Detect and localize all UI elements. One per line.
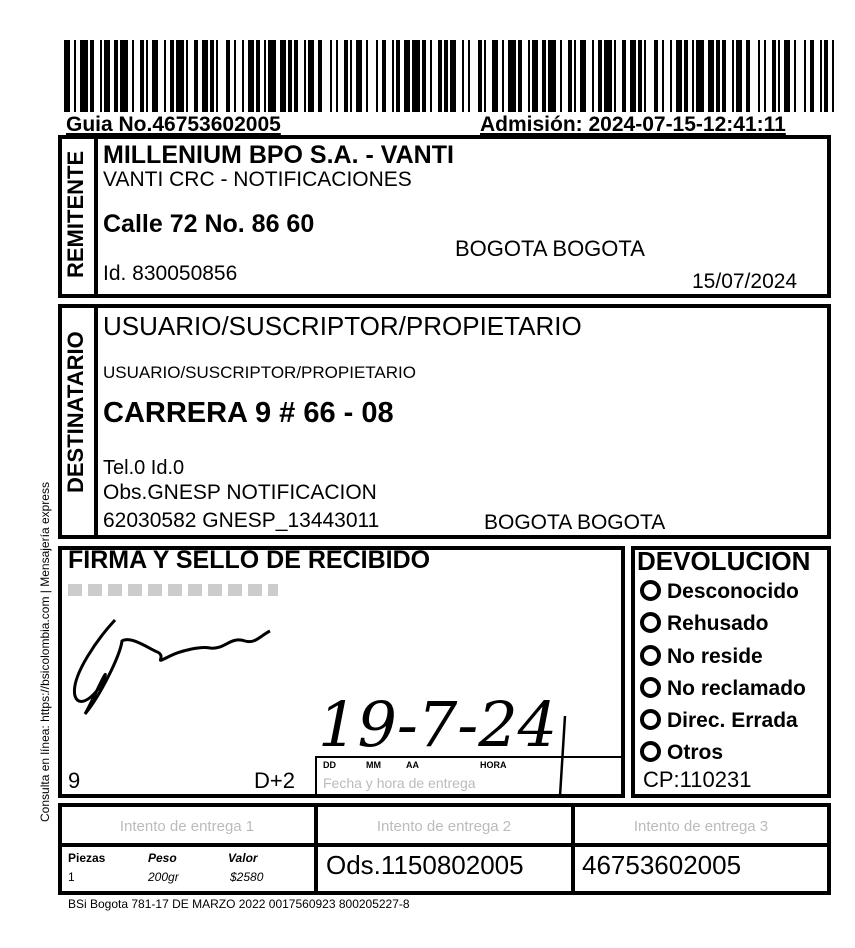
option-otros[interactable]: [640, 741, 723, 765]
destinatario-label: DESTINATARIO: [63, 331, 88, 493]
option-no-reside[interactable]: [640, 645, 763, 669]
option-label: Rehusado: [667, 612, 769, 635]
remitente-company: MILLENIUM BPO S.A. - VANTI: [103, 141, 454, 169]
devolucion-title: DEVOLUCION: [637, 546, 811, 576]
barcode-stripe: [508, 40, 516, 112]
option-label: Direc. Errada: [667, 709, 798, 732]
label-hora: HORA: [480, 760, 507, 770]
remitente-address: Calle 72 No. 86 60: [103, 210, 315, 238]
barcode-stripe: [646, 40, 654, 112]
radio-icon: [640, 709, 661, 730]
barcode-stripe: [218, 40, 226, 112]
option-desconocido[interactable]: [640, 580, 799, 604]
barcode-stripe: [796, 40, 804, 112]
option-label: No reside: [667, 645, 763, 668]
barcode-stripe: [750, 40, 758, 112]
handwritten-date: 19-7-24: [318, 688, 558, 761]
barcode-stripe: [604, 40, 612, 112]
radio-icon: [640, 741, 661, 762]
option-rehusado[interactable]: [640, 612, 769, 636]
radio-icon: [640, 677, 661, 698]
intento-2: Intento de entrega 2: [376, 818, 512, 835]
barcode-stripe: [470, 40, 478, 112]
guia-number-bottom: 46753602005: [582, 850, 742, 880]
firma-number: 9: [68, 768, 81, 793]
signature: [74, 620, 270, 714]
barcode-stripe: [268, 40, 276, 112]
destinatario-name-2: USUARIO/SUSCRIPTOR/PROPIETARIO: [103, 363, 416, 382]
divider: [94, 308, 98, 535]
remitente-label: REMITENTE: [63, 150, 88, 278]
faint-name-line: [68, 584, 278, 596]
destinatario-name: USUARIO/SUSCRIPTOR/PROPIETARIO: [103, 311, 582, 341]
piezas-value: 1: [68, 870, 75, 884]
barcode-stripe: [80, 40, 88, 112]
destinatario-obs: Obs.GNESP NOTIFICACION: [103, 481, 377, 504]
divider: [571, 803, 575, 895]
intento-1: Intento de entrega 1: [119, 818, 255, 835]
barcode-stripe: [176, 40, 184, 112]
option-label: Otros: [667, 741, 724, 764]
valor-value: $2580: [230, 870, 264, 884]
barcode-stripe: [368, 40, 376, 112]
barcode-stripe: [322, 40, 330, 112]
divider: [58, 843, 831, 847]
destinatario-tel: Tel.0 Id.0: [103, 457, 185, 479]
remitente-date: 15/07/2024: [692, 270, 798, 293]
firma-dplus: D+2: [254, 768, 295, 793]
guia-number: Guia No.46753602005: [66, 113, 281, 136]
remitente-dept: VANTI CRC - NOTIFICACIONES: [103, 168, 412, 191]
admision-datetime: Admisión: 2024-07-15-12:41:11: [480, 113, 786, 136]
option-no-reclamado[interactable]: [640, 677, 806, 701]
vertical-note: Consulta en línea: https://bsicolombia.com | Mensajería express: [38, 482, 52, 822]
destinatario-city: BOGOTA BOGOTA: [484, 511, 666, 534]
option-label: No reclamado: [667, 677, 806, 700]
barcode-stripe: [412, 40, 420, 112]
remitente-city: BOGOTA BOGOTA: [455, 236, 645, 261]
barcode-stripe: [120, 40, 128, 112]
firma-title: FIRMA Y SELLO DE RECIBIDO: [68, 546, 431, 574]
intento-3: Intento de entrega 3: [633, 818, 769, 835]
barcode-stripe: [696, 40, 704, 112]
peso-value: 200gr: [148, 870, 179, 884]
divider: [94, 139, 98, 294]
label-dd: DD: [323, 760, 336, 770]
fecha-label: Fecha y hora de entrega: [323, 775, 476, 791]
peso-label: Peso: [148, 851, 177, 865]
radio-icon: [640, 645, 661, 666]
ods-number: Ods.1150802005: [326, 850, 524, 880]
option-label: Desconocido: [667, 580, 799, 603]
destinatario-ref: 62030582 GNESP_13443011: [103, 509, 380, 532]
piezas-label: Piezas: [68, 851, 106, 865]
barcode-stripe: [548, 40, 556, 112]
barcode-stripe: [832, 40, 834, 112]
valor-label: Valor: [228, 851, 258, 865]
devolucion-cp: CP:110231: [643, 767, 752, 792]
barcode: [64, 40, 834, 112]
footer-text: BSi Bogota 781-17 DE MARZO 2022 0017560923 800205227-8: [68, 897, 410, 911]
radio-icon: [640, 612, 661, 633]
destinatario-address: CARRERA 9 # 66 - 08: [103, 397, 394, 429]
label-mm: MM: [366, 760, 381, 770]
remitente-id: Id. 830050856: [103, 262, 238, 285]
radio-icon: [640, 580, 661, 601]
label-aa: AA: [406, 760, 419, 770]
divider: [314, 803, 318, 895]
option-direc-errada[interactable]: [640, 709, 798, 733]
